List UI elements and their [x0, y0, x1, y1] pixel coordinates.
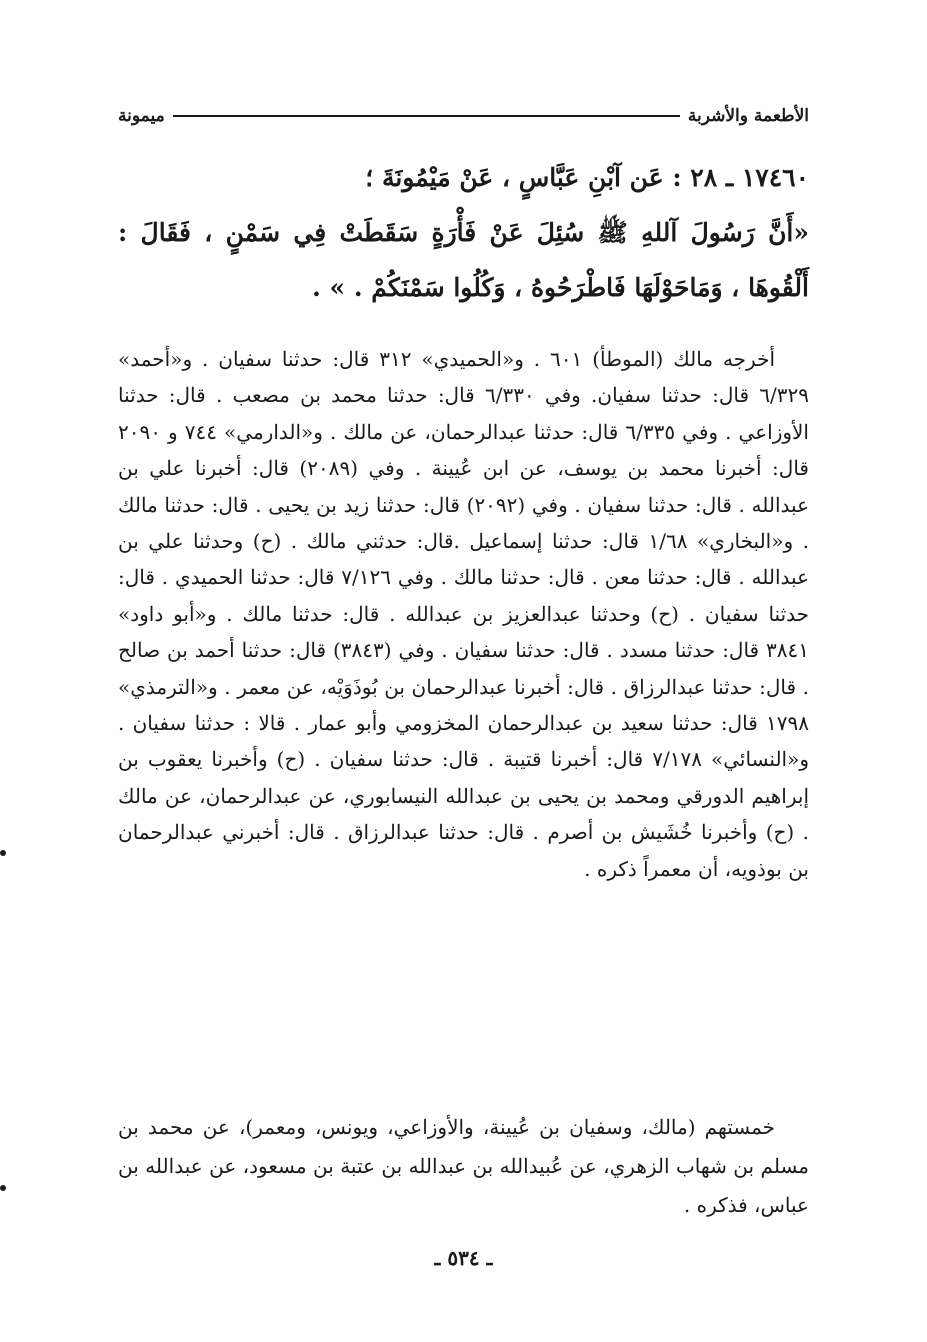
hadith-isnad: ١٧٤٦٠ ـ ٢٨ : عَن آبْنِ عَبَّاسٍ ، عَنْ مَيْمُونَةَ ؛ [365, 163, 809, 192]
hadith-text [118, 150, 809, 315]
summary-paragraph [118, 1108, 809, 1225]
takhrij-text: أخرجه مالك (الموطأ) ٦٠١ . و«الحميدي» ٣١٢ قال: حدثنا سفيان . و«أحمد» ٦/٣٢٩ قال: حدثنا سفيان. وفي ٦/٣٣٠ قال: حدثنا محمد بن مصعب . قال: حدثنا الأوزاعي . وفي ٦/٣٣٥ قال: حدثنا عبدالرحمان، عن مالك . و«الدارمي» ٧٤٤ و ٢٠٩٠ قال: أخبرنا محمد بن يوسف، عن ابن عُيينة . وفي (٢٠٨٩) قال: أخبرنا علي بن عبدالله . قال: حدثنا سفيان . وفي (٢٠٩٢) قال: حدثنا زيد بن يحيى . قال: حدثنا مالك . و«البخاري» ١/٦٨ قال: حدثنا إسماعيل .قال: حدثني مالك . (ح) وحدثنا علي بن عبدالله . قال: حدثنا معن . قال: حدثنا مالك . وفي ٧/١٢٦ قال: حدثنا الحميدي . قال: حدثنا سفيان . (ح) وحدثنا عبدالعزيز بن عبدالله . قال: حدثنا مالك . و«أبو داود» ٣٨٤١ قال: حدثنا مسدد . قال: حدثنا سفيان . وفي (٣٨٤٣) قال: حدثنا أحمد بن صالح . قال: حدثنا عبدالرزاق . قال: أخبرنا عبدالرحمان بن بُوذَوَيْه، عن معمر . و«الترمذي» ١٧٩٨ قال: حدثنا سعيد بن عبدالرحمان المخزومي وأبو عمار . قالا : حدثنا سفيان . و«النسائي» ٧/١٧٨ قال: أخبرنا قتيبة . قال: حدثنا سفيان . (ح) وأخبرنا يعقوب بن إبراهيم الدورقي ومحمد بن يحيى بن عبدالله النيسابوري، عن عبدالرحمان، عن مالك . (ح) وأخبرنا خُشَيش بن أصرم . قال: حدثنا عبدالرزاق . قال: أخبرني عبدالرحمان بن بوذويه، أن معمراً ذكره . [118, 347, 810, 881]
summary-text: خمستهم (مالك، وسفيان بن عُيينة، والأوزاعي، ويونس، ومعمر)، عن محمد بن مسلم بن شهاب الزهري، عن عُبيدالله بن عبدالله بن عتبة بن مسعود، عن عبدالله بن عباس، فذكره . [118, 1115, 810, 1217]
takhrij-paragraph [118, 341, 809, 887]
scan-speck [0, 850, 6, 856]
running-header [118, 100, 809, 132]
header-rule [173, 115, 680, 117]
scan-speck [0, 1185, 6, 1191]
chapter-title: الأطعمة والأشربة [687, 106, 809, 126]
narrator-name: ميمونة [118, 106, 165, 126]
page-number: ـ ٥٣٤ ـ [434, 1246, 493, 1270]
hadith-matn: «أَنَّ رَسُولَ آللهِ ﷺ سُئِلَ عَنْ فَأْرَةٍ سَقَطَتْ فِي سَمْنٍ ، فَقَالَ : أَلْقُوهَا ، وَمَاحَوْلَهَا فَاطْرَحُوهُ ، وَكُلُوا سَمْنَكُمْ . » . [118, 218, 809, 302]
